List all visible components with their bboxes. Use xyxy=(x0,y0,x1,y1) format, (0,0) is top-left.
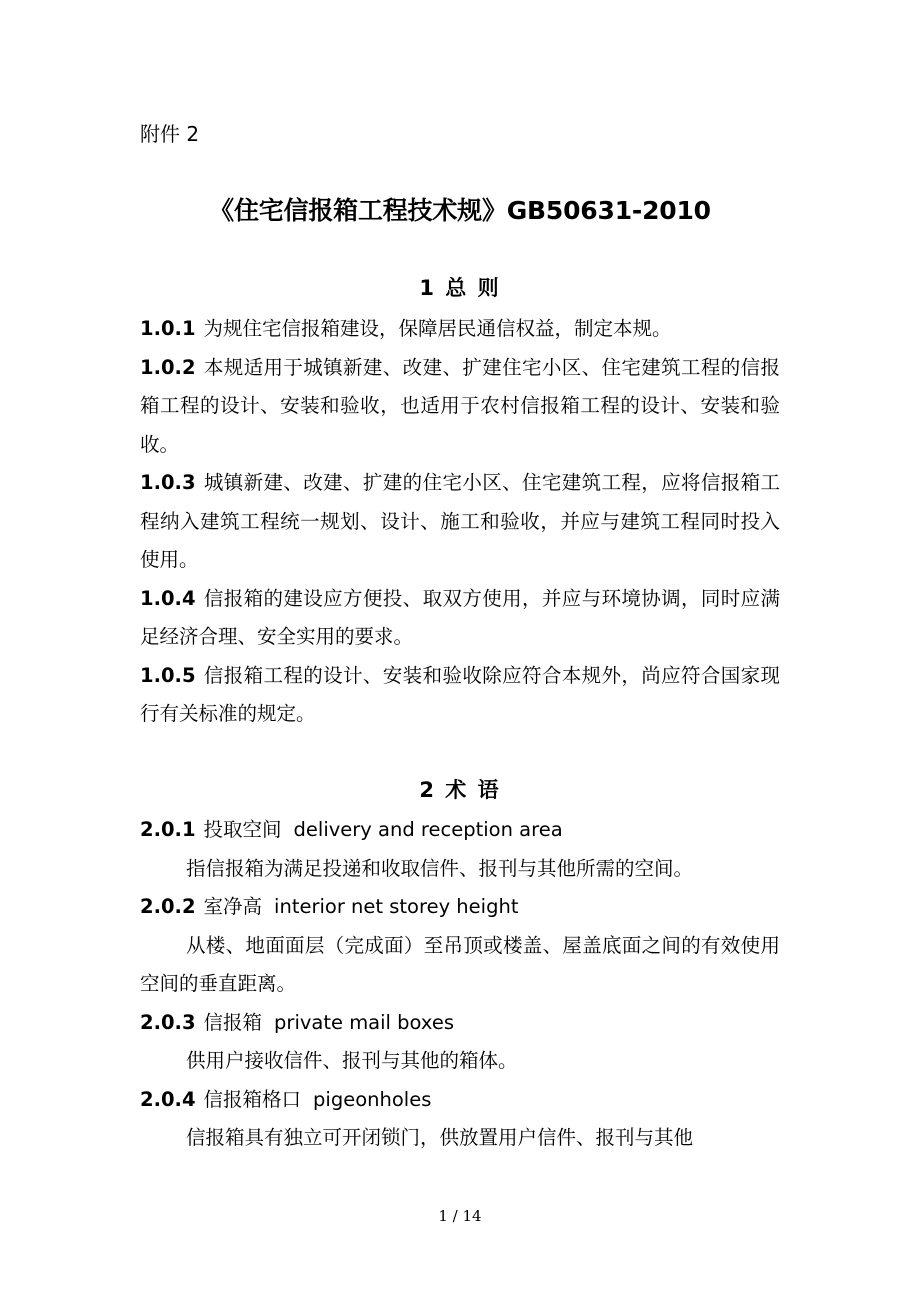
term-chinese: 室净高 xyxy=(203,895,263,918)
clause-text: 本规适用于城镇新建、改建、扩建住宅小区、住宅建筑工程的信报箱工程的设计、安装和验收，也适用于农村信报箱工程的设计、安装和验收。 xyxy=(140,355,780,456)
term-2-0-3-definition: 供用户接收信件、报刊与其他的箱体。 xyxy=(186,1049,518,1072)
clause-text: 信报箱工程的设计、安装和验收除应符合本规外，尚应符合国家现行有关标准的规定。 xyxy=(140,663,780,725)
term-number: 2.0.4 xyxy=(140,1087,196,1111)
term-2-0-4-definition: 信报箱具有独立可开闭锁门，供放置用户信件、报刊与其他 xyxy=(186,1126,694,1149)
clause-1-0-1 xyxy=(140,310,780,349)
term-2-0-4-heading xyxy=(140,1081,780,1120)
page-number-footer: 1 / 14 xyxy=(438,1207,482,1225)
term-english: interior net storey height xyxy=(274,895,519,918)
clause-number: 1.0.3 xyxy=(140,471,196,494)
chapter-1-body xyxy=(140,310,780,734)
term-2-0-1-definition: 指信报箱为满足投递和收取信件、报刊与其他所需的空间。 xyxy=(186,856,694,880)
clause-1-0-2 xyxy=(140,349,780,465)
clause-text: 城镇新建、改建、扩建的住宅小区、住宅建筑工程，应将信报箱工程纳入建筑工程统一规划、设计、施工和验收，并应与建筑工程同时投入使用。 xyxy=(140,471,780,571)
clause-number: 1.0.2 xyxy=(140,355,196,379)
term-english: delivery and reception area xyxy=(293,818,563,841)
clause-number: 1.0.5 xyxy=(140,663,196,687)
clause-1-0-4 xyxy=(140,580,780,657)
clause-text: 信报箱的建设应方便投、取双方使用，并应与环境协调，同时应满足经济合理、安全实用的要求。 xyxy=(140,586,780,648)
attachment-label: 附件 2 xyxy=(140,122,200,146)
chapter-2-title: 2 术 语 xyxy=(419,778,501,802)
term-number: 2.0.3 xyxy=(140,1010,196,1034)
term-2-0-2-definition: 从楼、地面面层（完成面）至吊顶或楼盖、屋盖底面之间的有效使用空间的垂直距离。 xyxy=(140,933,780,995)
document-title: 《住宅信报箱工程技术规》GB50631-2010 xyxy=(209,196,711,225)
term-english: pigeonholes xyxy=(313,1087,432,1111)
term-number: 2.0.2 xyxy=(140,895,196,918)
term-chinese: 信报箱格口 xyxy=(203,1087,302,1111)
term-english: private mail boxes xyxy=(274,1010,454,1034)
term-chinese: 信报箱 xyxy=(203,1010,263,1034)
chapter-1-title: 1 总 则 xyxy=(419,276,501,300)
clause-1-0-5 xyxy=(140,657,780,734)
term-2-0-3-heading xyxy=(140,1004,780,1043)
term-2-0-1-heading xyxy=(140,811,780,850)
clause-1-0-3 xyxy=(140,464,780,580)
clause-number: 1.0.1 xyxy=(140,317,196,340)
chapter-2-body xyxy=(140,811,780,1158)
clause-number: 1.0.4 xyxy=(140,586,196,610)
clause-text: 为规住宅信报箱建设，保障居民通信权益，制定本规。 xyxy=(203,317,672,340)
term-number: 2.0.1 xyxy=(140,818,196,841)
term-chinese: 投取空间 xyxy=(203,818,282,841)
term-2-0-2-heading xyxy=(140,888,780,927)
